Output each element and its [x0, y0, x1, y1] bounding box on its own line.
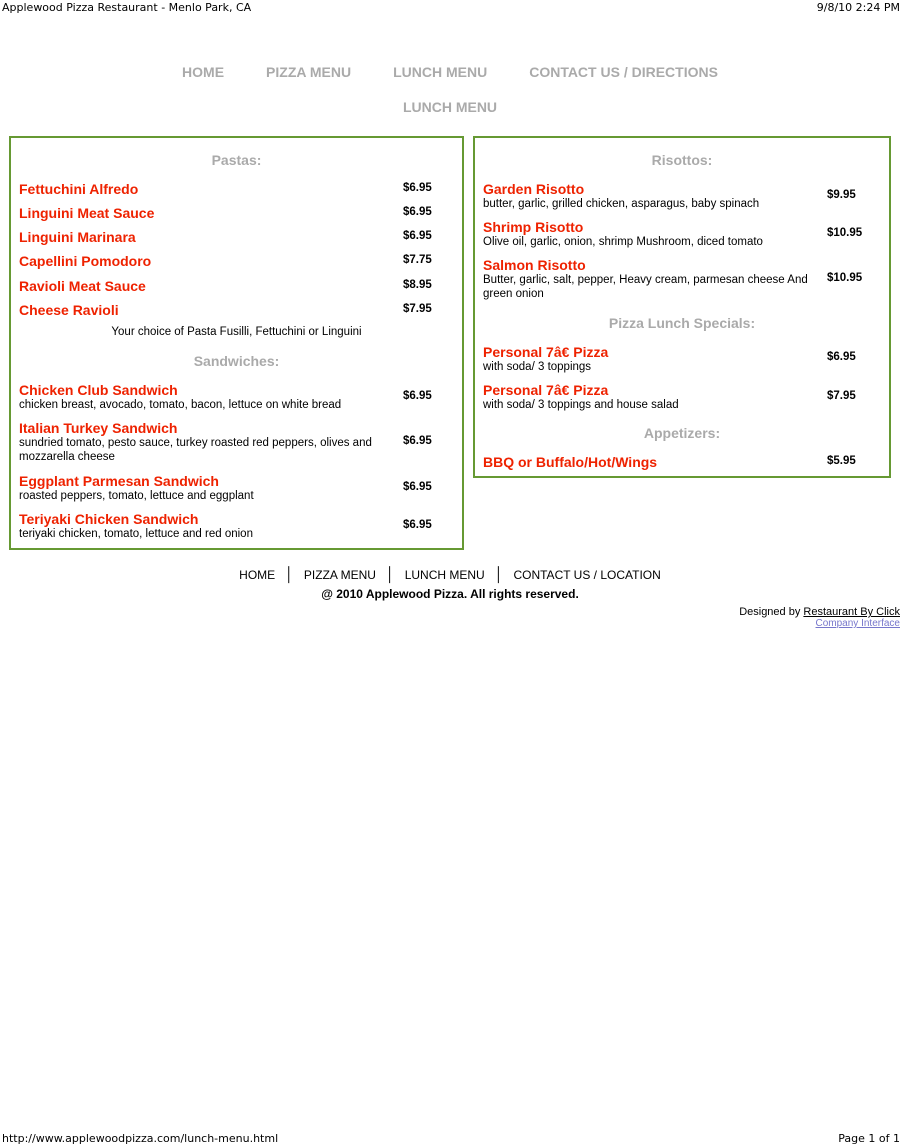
- pasta-item-name: Cheese Ravioli: [19, 302, 119, 318]
- nav-contact-link[interactable]: CONTACT US / DIRECTIONS: [529, 64, 718, 80]
- sandwich-item-name: Teriyaki Chicken Sandwich: [19, 511, 199, 527]
- sandwich-item-name: Italian Turkey Sandwich: [19, 420, 178, 436]
- pasta-item-name: Fettuchini Alfredo: [19, 181, 139, 197]
- designer-link[interactable]: Restaurant By Click: [803, 606, 900, 618]
- pasta-item-name: Linguini Marinara: [19, 229, 136, 245]
- left-menu-panel: [9, 136, 464, 550]
- risotto-item-price: $9.95: [827, 189, 856, 201]
- designed-by: [739, 606, 900, 618]
- nav-home-link[interactable]: HOME: [182, 64, 225, 80]
- nav-separator: │: [385, 566, 395, 582]
- nav-lunch-menu-link[interactable]: LUNCH MENU: [393, 64, 488, 80]
- pasta-item-name: Capellini Pomodoro: [19, 253, 152, 269]
- sandwich-item-name: Chicken Club Sandwich: [19, 382, 178, 398]
- footer-contact-link[interactable]: CONTACT US / LOCATION: [513, 568, 661, 582]
- sandwich-item-name: Eggplant Parmesan Sandwich: [19, 473, 219, 489]
- risotto-item-price: $10.95: [827, 272, 863, 284]
- top-navigation: [0, 64, 900, 80]
- pizza-specials-heading: Pizza Lunch Specials:: [608, 315, 756, 331]
- page-title: LUNCH MENU: [402, 99, 498, 115]
- print-header-title: Applewood Pizza Restaurant - Menlo Park, CA: [2, 1, 252, 14]
- pizza-item-description: with soda/ 3 toppings and house salad: [483, 399, 679, 411]
- risotto-item-name: Shrimp Risotto: [483, 219, 584, 235]
- pasta-item-price: $6.95: [403, 182, 432, 194]
- print-footer-page: Page 1 of 1: [838, 1132, 900, 1145]
- pizza-item-price: $6.95: [827, 351, 856, 363]
- risotto-item-name: Garden Risotto: [483, 181, 585, 197]
- appetizer-item-name: BBQ or Buffalo/Hot/Wings: [483, 454, 658, 470]
- designed-by-label: Designed by: [739, 606, 801, 618]
- risotto-item-description: butter, garlic, grilled chicken, asparagus, baby spinach: [483, 198, 760, 210]
- pasta-item-price: $7.75: [403, 254, 432, 266]
- risotto-item-name: Salmon Risotto: [483, 257, 586, 273]
- pastas-heading: Pastas:: [211, 152, 262, 168]
- print-header-datetime: 9/8/10 2:24 PM: [816, 1, 900, 14]
- pasta-item-name: Ravioli Meat Sauce: [19, 278, 146, 294]
- pasta-item-name: Linguini Meat Sauce: [19, 205, 155, 221]
- pasta-item-price: $6.95: [403, 230, 432, 242]
- risottos-heading: Risottos:: [651, 152, 713, 168]
- risotto-item-description: Butter, garlic, salt, pepper, Heavy cream, parmesan cheese And green onion: [483, 274, 808, 300]
- sandwich-item-description: teriyaki chicken, tomato, lettuce and red onion: [19, 528, 253, 540]
- sandwich-item-price: $6.95: [403, 390, 432, 402]
- footer-home-link[interactable]: HOME: [239, 568, 276, 582]
- sandwich-item-description: sundried tomato, pesto sauce, turkey roasted red peppers, olives and mozzarella cheese: [19, 437, 372, 463]
- company-interface-link[interactable]: Company Interface: [815, 618, 900, 629]
- pizza-item-name: Personal 7â€ Pizza: [483, 382, 609, 398]
- nav-separator: │: [285, 566, 294, 582]
- bottom-navigation: [0, 566, 900, 582]
- pizza-item-price: $7.95: [827, 390, 856, 402]
- sandwich-item-price: $6.95: [403, 435, 432, 447]
- nav-pizza-menu-link[interactable]: PIZZA MENU: [266, 64, 352, 80]
- right-menu-panel: [473, 136, 891, 478]
- sandwich-item-price: $6.95: [403, 481, 432, 493]
- print-footer-url: http://www.applewoodpizza.com/lunch-menu.html: [2, 1132, 279, 1145]
- pasta-item-price: $7.95: [403, 303, 432, 315]
- nav-separator: │: [494, 566, 504, 582]
- sandwich-item-description: roasted peppers, tomato, lettuce and eggplant: [19, 490, 254, 502]
- risotto-item-description: Olive oil, garlic, onion, shrimp Mushroom, diced tomato: [483, 236, 763, 248]
- pizza-item-name: Personal 7â€ Pizza: [483, 344, 609, 360]
- print-header: [0, 0, 900, 16]
- footer-lunch-menu-link[interactable]: LUNCH MENU: [404, 568, 485, 582]
- pizza-item-description: with soda/ 3 toppings: [483, 361, 592, 373]
- print-footer: [0, 1131, 900, 1146]
- copyright-notice: @ 2010 Applewood Pizza. All rights reserved.: [321, 587, 579, 601]
- sandwich-item-price: $6.95: [403, 519, 432, 531]
- footer-pizza-menu-link[interactable]: PIZZA MENU: [303, 568, 376, 582]
- risotto-item-price: $10.95: [827, 227, 863, 239]
- appetizers-heading: Appetizers:: [643, 425, 721, 441]
- pasta-choice-note: Your choice of Pasta Fusilli, Fettuchini or Linguini: [111, 326, 362, 338]
- pasta-item-price: $6.95: [403, 206, 432, 218]
- sandwich-item-description: chicken breast, avocado, tomato, bacon, lettuce on white bread: [19, 399, 342, 411]
- pasta-item-price: $8.95: [403, 279, 432, 291]
- sandwiches-heading: Sandwiches:: [193, 353, 280, 369]
- appetizer-item-price: $5.95: [827, 455, 856, 467]
